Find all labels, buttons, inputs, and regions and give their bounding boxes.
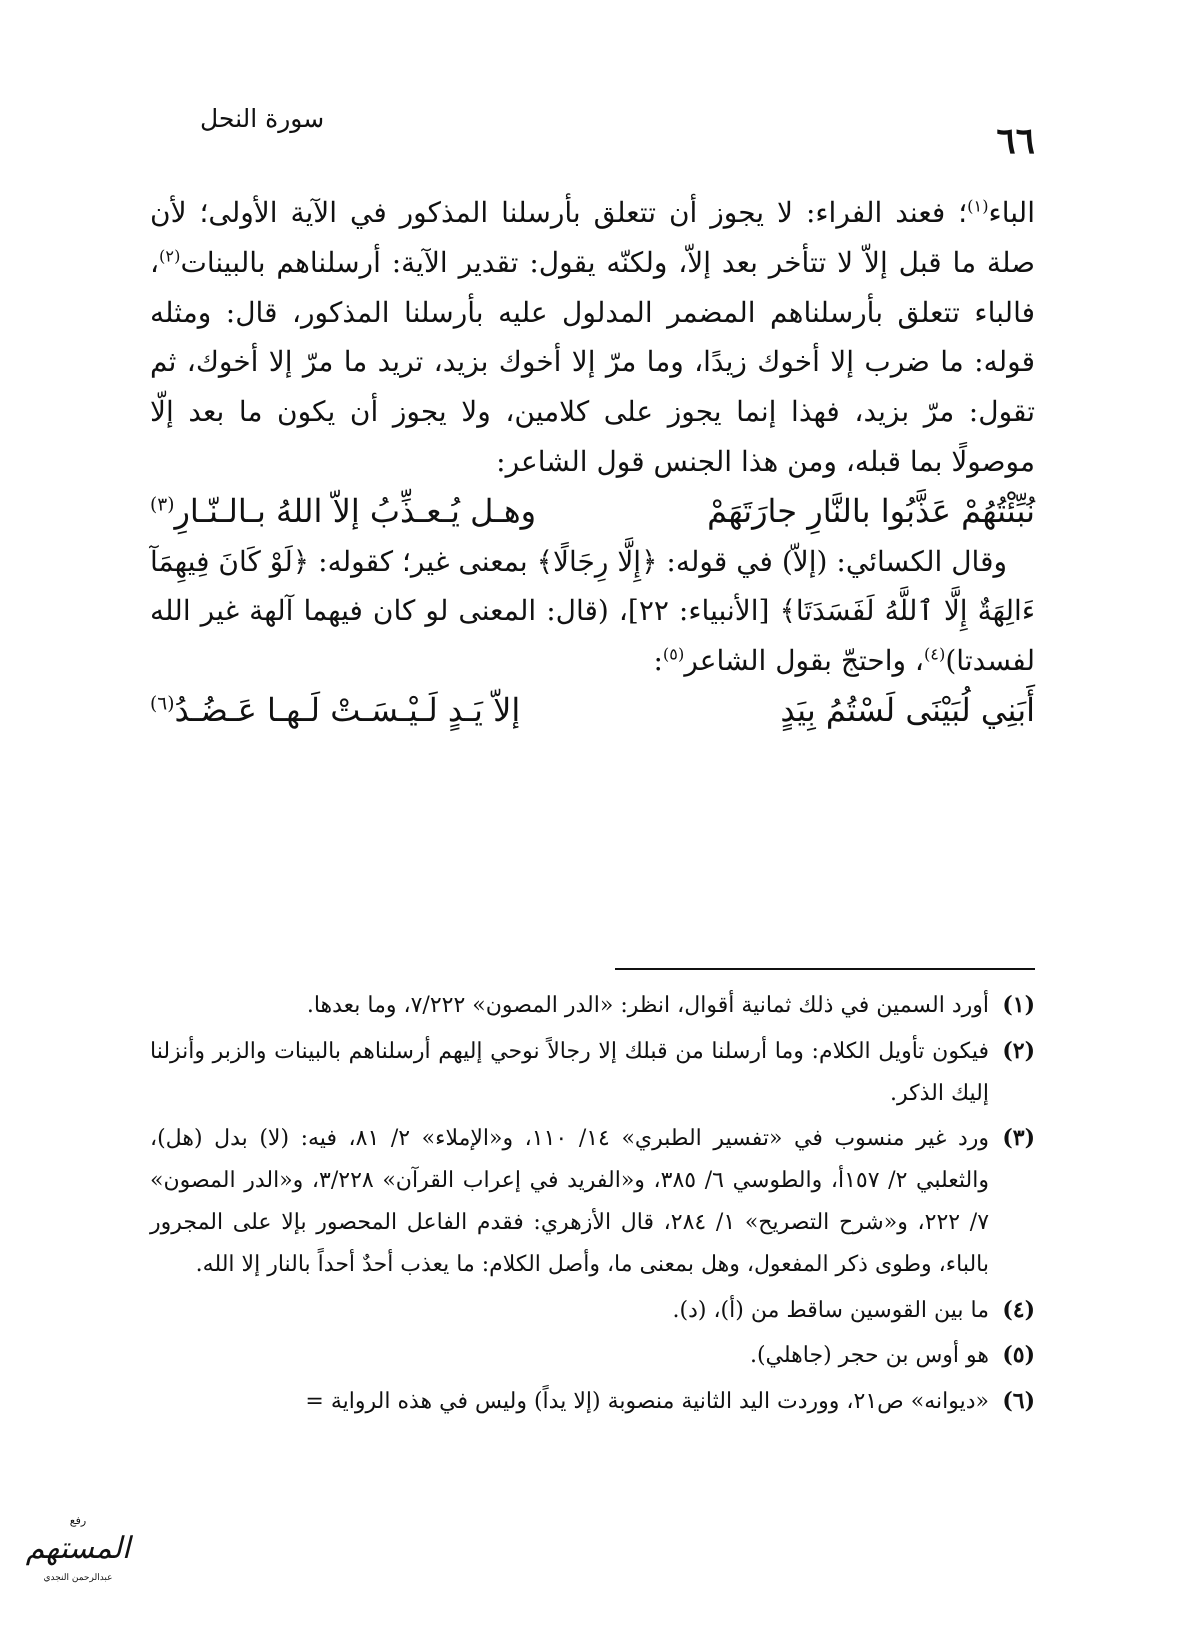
calligraphy-logo — [18, 1510, 138, 1590]
footnote-item — [150, 1031, 1035, 1115]
verse-text: إلاّ يَـدٍ لَـيْـسَـتْ لَـهـا عَـضُـدُ — [174, 691, 521, 730]
footnote-text: «ديوانه» ص٢١، ووردت اليد الثانية منصوبة (إلا يداً) وليس في هذه الرواية = — [305, 1389, 989, 1415]
footnote-text: ما بين القوسين ساقط من (أ)، (د). — [672, 1297, 989, 1323]
text-run: الباء — [988, 196, 1035, 229]
footnote-number: (٥) — [1002, 1342, 1035, 1369]
footnote-text: هو أوس بن حجر (جاهلي). — [749, 1343, 989, 1369]
footnote-number: (٣) — [1002, 1125, 1035, 1152]
verse-text: وهـل يُـعـذِّبُ إلاّ اللهُ بـالـنّـارِ — [174, 491, 537, 530]
footnote-text: ورد غير منسوب في «تفسير الطبري» ١٤/ ١١٠، و«الإملاء» ٢/ ٨١، فيه: (لا) بدل (هل)، والثعلبي ٢/ ١٥٧أ، والطوسي ٦/ ٣٨٥، و«الفريد في إعراب القرآن» ٣/٢٢٨، و«الدر المصون» ٧/ ٢٢٢، و«شرح التصريح» ١/ ٢٨٤، قال الأزهري: فقدم الفاعل المحصور بإلا على المجرور بالباء، وطوى ذكر المفعول، وهل بمعنى ما، وأصل الكلام: ما يعذب أحدٌ أحداً بالنار إلا الله. — [150, 1126, 990, 1277]
footnote-divider — [615, 968, 1035, 970]
logo-main-text: المستهم — [25, 1531, 131, 1566]
footnote-item — [150, 1118, 1035, 1285]
footnote-text: فيكون تأويل الكلام: وما أرسلنا من قبلك إلا رجالاً نوحي إليهم أرسلناهم بالبينات والزبر وأنزلنا إليك الذكر. — [150, 1038, 989, 1106]
footnote-item — [150, 1335, 1035, 1377]
footnote-ref: (١) — [967, 196, 989, 216]
page-header — [150, 100, 1035, 160]
footnote-item — [150, 985, 1035, 1027]
text-run: ؛ فعند الفراء: لا يجوز أن تتعلق بأرسلنا المذكور في الآية الأولى؛ لأن صلة ما قبل إلاّ لا تتأخر بعد إلاّ، ولكنّه يقول: تقدير الآية: أرسلناهم بالبينات — [150, 196, 1035, 279]
verse-hemistich-left — [150, 686, 520, 736]
text-run: ، فالباء تتعلق بأرسلناهم المضمر المدلول عليه بأرسلنا المذكور، قال: ومثله قوله: ما ضرب إلا أخوك زيدًا، وما مرّ إلا أخوك بزيد، تريد ما مرّ إلا أخوك، ثم تقول: مرّ بزيد، فهذا إنما يجوز على كلامين، ولا يجوز أن يكون ما بعد إلّا موصولًا بما قبله، ومن هذا الجنس قول الشاعر: — [150, 245, 1036, 479]
footnote-ref: (٢) — [159, 246, 181, 266]
footnote-item — [150, 1381, 1035, 1423]
footnote-number: (٦) — [1002, 1388, 1035, 1415]
paragraph-2 — [150, 537, 1035, 686]
footnote-ref: (٣) — [150, 494, 175, 516]
footnote-number: (٢) — [1002, 1037, 1035, 1064]
logo-sub-text: عبدالرحمن النجدي — [43, 1573, 113, 1583]
footnote-ref: (٥) — [662, 644, 685, 664]
text-run: وقال الكسائي: (إلاّ) في قوله: ﴿إِلَّا رِجَالًا﴾ بمعنى غير؛ كقوله: ﴿لَوْ كَانَ فِيهِمَآ ءَالِهَةٌ إِلَّا ٱللَّهُ لَفَسَدَتَا﴾ [الأنبياء: ٢٢]، (قال: المعنى لو كان فيهما آلهة غير الله لفسدتا) — [150, 544, 1035, 678]
verse-hemistich-right: أَبَنِي لُبَيْنَى لَسْتُمُ بِيَدٍ — [780, 691, 1035, 730]
footnote-text: أورد السمين في ذلك ثمانية أقوال، انظر: «الدر المصون» ٧/٢٢٢، وما بعدها. — [306, 993, 989, 1018]
verse-hemistich-right: نُبِّئْتُهُمْ عَذَّبُوا بالنَّارِ جارَتَهَمْ — [707, 491, 1035, 530]
poetry-verse-1 — [150, 487, 1035, 537]
verse-hemistich-left — [150, 487, 536, 537]
text-run: ، واحتجّ بقول الشاعر — [684, 644, 924, 678]
logo-small-text: رفع — [69, 1514, 87, 1527]
footnote-ref: (٤) — [923, 644, 946, 664]
page-number: ٦٦ — [996, 120, 1035, 162]
footnote-ref: (٦) — [150, 693, 175, 715]
paragraph-1 — [150, 188, 1035, 487]
poetry-verse-2 — [150, 686, 1035, 736]
surah-title: سورة النحل — [200, 104, 325, 133]
footnote-item — [150, 1290, 1035, 1332]
footnote-number: (١) — [1002, 992, 1035, 1018]
text-run: : — [653, 644, 663, 678]
main-text — [150, 188, 1035, 736]
footnote-number: (٤) — [1002, 1296, 1035, 1323]
footnotes — [150, 985, 1035, 1427]
